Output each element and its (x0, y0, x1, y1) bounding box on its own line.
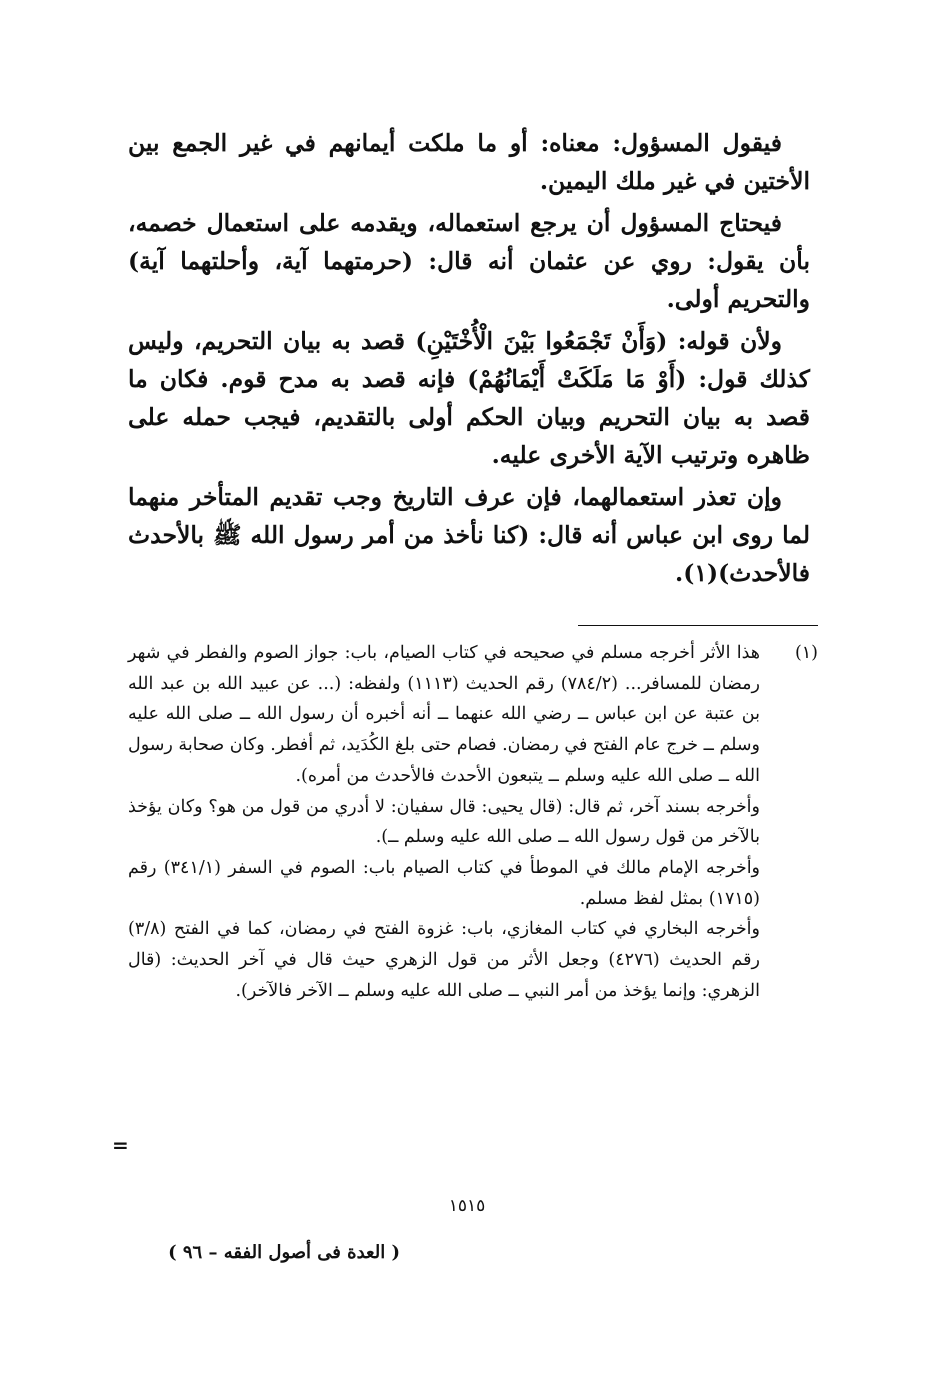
footnote-number: (١) (794, 643, 818, 663)
footnotes (128, 638, 818, 1006)
footnote-1 (128, 638, 818, 1006)
page-number: ١٥١٥ (448, 1196, 486, 1216)
paragraph-1: فيقول المسؤول: معناه: أو ما ملكت أيمانهم في غير الجمع بين الأختين في غير ملك اليمين. (128, 129, 810, 195)
footnote-paragraph: وأخرجه البخاري في كتاب المغازي، باب: غزوة الفتح في رمضان، كما في الفتح (٣/٨) رقم الحديث (٤٢٧٦) وجعل الأثر من قول الزهري حيث قال في آخر الحديث: (قال الزهري: وإنما يؤخذ من أمر النبي ــ صلى الله عليه وسلم ــ الآخر فالآخر). (128, 919, 760, 1001)
footnote-paragraph: وأخرجه بسند آخر، ثم قال: (قال يحيى: قال سفيان: لا أدري من قول من هو؟ وكان يؤخذ بالآخر من قول رسول الله ــ صلى الله عليه وسلم ــ). (128, 796, 760, 848)
paragraph-2: فيحتاج المسؤول أن يرجع استعماله، ويقدمه على استعمال خصمه، بأن يقول: روي عن عثمان أنه قال: (حرمتهما آية، وأحلتهما آية) والتحريم أولى. (128, 209, 810, 313)
paragraph-3: ولأن قوله: (وَأَنْ تَجْمَعُوا بَيْنَ الْأُخْتَيْنِ) قصد به بيان التحريم، وليس كذلك قول: (أَوْ مَا مَلَكَتْ أَيْمَانُهُمْ) فإنه قصد به مدح قوم. فكان ما قصد به بيان التحريم وبيان الحكم أولى بالتقديم، فيجب حمله على ظاهره وترتيب الآية الأخرى عليه. (128, 327, 810, 469)
footnote-body (128, 638, 760, 1006)
footnote-paragraph: وأخرجه الإمام مالك في الموطأ في كتاب الصيام باب: الصوم في السفر (٣٤١/١) رقم (١٧١٥) بمثل لفظ مسلم. (128, 857, 761, 909)
continuation-mark: = (112, 1133, 129, 1157)
paragraph-4: وإن تعذر استعمالهما، فإن عرف التاريخ وجب تقديم المتأخر منهما لما روى ابن عباس أنه قال: (كنا نأخذ من أمر رسول الله ﷺ بالأحدث فالأحدث)(١). (128, 483, 810, 587)
footnote-paragraph: هذا الأثر أخرجه مسلم في صحيحه في كتاب الصيام، باب: جواز الصوم والفطر في شهر رمضان للمسافر... (٧٨٤/٢) رقم الحديث (١١١٣) ولفظه: (... عن عبيد الله بن عبد الله بن عتبة عن ابن عباس ــ رضي الله عنهما ــ أنه أخبره أن رسول الله ــ صلى الله عليه وسلم ــ خرج عام الفتح في رمضان. فصام حتى بلغ الكُدَيد، ثم أفطر. وكان صحابة رسول الله ــ صلى الله عليه وسلم ــ يتبعون الأحدث فالأحدث من أمره). (128, 643, 760, 786)
footnote-divider (578, 625, 818, 626)
book-signature: ( العدة فى أصول الفقه – ٩٦ ) (168, 1242, 400, 1263)
main-text (128, 124, 810, 596)
